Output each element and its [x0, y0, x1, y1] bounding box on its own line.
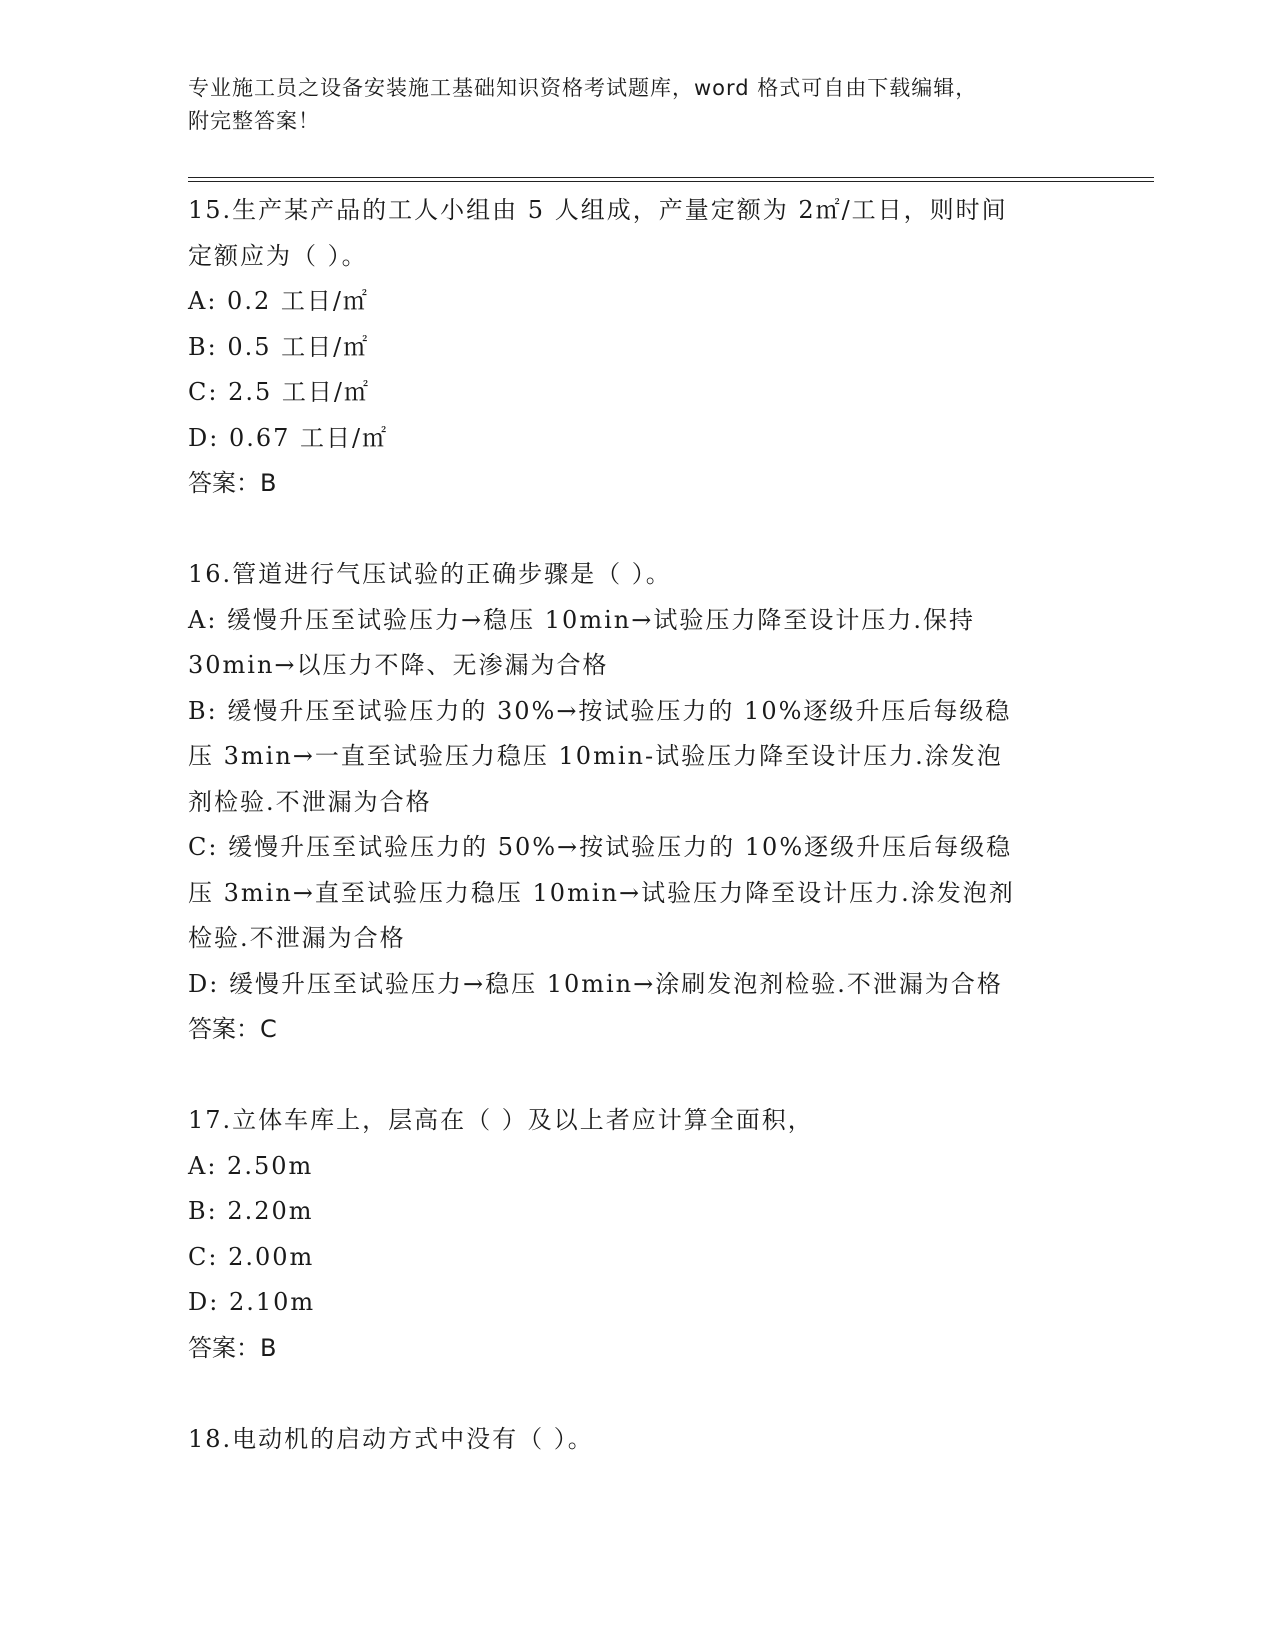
question-list	[188, 188, 1088, 1462]
option-a-continued: 30min→以压力不降、无渗漏为合格	[188, 651, 609, 679]
option-c: C: 缓慢升压至试验压力的 50%→按试验压力的 10%逐级升压后每级稳	[188, 833, 1013, 861]
question-18	[188, 1417, 1088, 1463]
option-d: D: 2.10m	[188, 1288, 316, 1316]
question-stem-line: 18.电动机的启动方式中没有（ ）。	[188, 1424, 594, 1453]
option-c: C: 2.5 工日/㎡	[188, 378, 370, 406]
question-stem-line: 15.生产某产品的工人小组由 5 人组成，产量定额为 2㎡/工日，则时间	[188, 196, 1008, 224]
option-c-continued: 压 3min→直至试验压力稳压 10min→试验压力降至设计压力.涂发泡剂	[188, 878, 1015, 907]
question-stem-line: 定额应为（ ）。	[188, 241, 368, 270]
option-b-continued: 压 3min→一直至试验压力稳压 10min-试验压力降至设计压力.涂发泡	[188, 742, 1003, 770]
question-stem-line: 16.管道进行气压试验的正确步骤是（ ）。	[188, 560, 672, 588]
answer-label: 答案：B	[188, 1333, 277, 1362]
option-b: B: 缓慢升压至试验压力的 30%→按试验压力的 10%逐级升压后每级稳	[188, 696, 1012, 725]
option-b: B: 0.5 工日/㎡	[188, 332, 370, 361]
option-d: D: 缓慢升压至试验压力→稳压 10min→涂刷发泡剂检验.不泄漏为合格	[188, 969, 1003, 998]
spacer	[188, 507, 1088, 553]
option-b-continued: 剂检验.不泄漏为合格	[188, 787, 432, 816]
option-a: A: 2.50m	[188, 1151, 314, 1180]
option-a: A: 0.2 工日/㎡	[188, 287, 369, 315]
document-header	[188, 72, 1088, 138]
option-c: C: 2.00m	[188, 1242, 315, 1271]
answer-label: 答案：C	[188, 1015, 277, 1043]
option-c-continued: 检验.不泄漏为合格	[188, 924, 406, 952]
answer-label: 答案：B	[188, 469, 277, 497]
spacer	[188, 1053, 1088, 1099]
option-b: B: 2.20m	[188, 1197, 314, 1225]
spacer	[188, 1371, 1088, 1417]
question-17	[188, 1098, 1088, 1371]
question-stem-line: 17.立体车库上，层高在（ ）及以上者应计算全面积，	[188, 1106, 814, 1134]
header-divider-bottom	[188, 181, 1154, 182]
question-15	[188, 188, 1088, 507]
option-d: D: 0.67 工日/㎡	[188, 423, 389, 452]
option-a: A: 缓慢升压至试验压力→稳压 10min→试验压力降至设计压力.保持	[188, 605, 975, 634]
header-line-1: 专业施工员之设备安装施工基础知识资格考试题库，word 格式可自由下载编辑，	[188, 76, 978, 100]
question-16	[188, 552, 1088, 1053]
header-line-2: 附完整答案！	[188, 109, 320, 133]
header-divider-top	[188, 177, 1154, 178]
